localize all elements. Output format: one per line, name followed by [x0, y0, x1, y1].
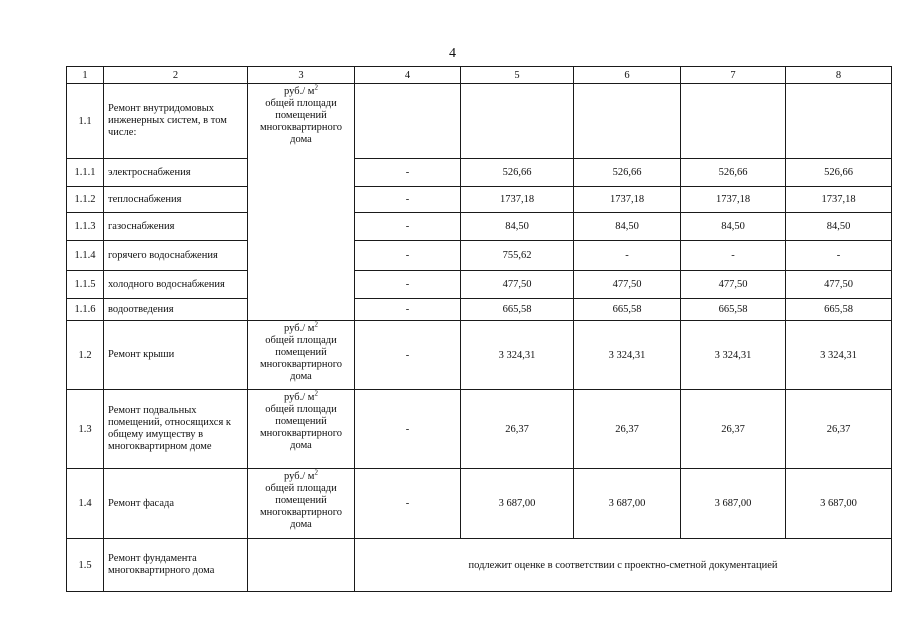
row-number: 1.1 [67, 84, 104, 159]
unit-prefix: руб./ м [284, 392, 315, 403]
row-number: 1.1.2 [67, 187, 104, 213]
value-cell: - [786, 241, 892, 271]
value-cell: 477,50 [461, 271, 574, 299]
value-cell: 26,37 [786, 390, 892, 469]
value-cell: 84,50 [574, 213, 681, 241]
value-cell: - [681, 241, 786, 271]
page-number: 4 [449, 46, 456, 61]
value-cell: 1737,18 [681, 187, 786, 213]
unit-cell [248, 84, 355, 321]
value-cell: 26,37 [574, 390, 681, 469]
value-cell: 477,50 [786, 271, 892, 299]
value-cell: - [355, 187, 461, 213]
value-cell: 526,66 [574, 159, 681, 187]
column-header: 7 [681, 67, 786, 84]
unit-cell [248, 390, 355, 469]
value-cell: 3 324,31 [461, 321, 574, 390]
value-cell: 477,50 [681, 271, 786, 299]
value-cell: - [574, 241, 681, 271]
value-cell: 665,58 [461, 299, 574, 321]
table-row [67, 213, 892, 241]
value-cell: 84,50 [786, 213, 892, 241]
row-name: Ремонт фундамента многоквартирного дома [104, 539, 248, 592]
value-cell: 665,58 [681, 299, 786, 321]
column-header: 2 [104, 67, 248, 84]
unit-prefix: руб./ м [284, 471, 315, 482]
table-row [67, 84, 892, 159]
value-cell: 526,66 [461, 159, 574, 187]
row-name: электроснабжения [104, 159, 248, 187]
value-cell: 3 687,00 [786, 469, 892, 539]
row-name: Ремонт фасада [104, 469, 248, 539]
value-cell: 1737,18 [574, 187, 681, 213]
unit-cell-empty [248, 539, 355, 592]
row-name: горячего водоснабжения [104, 241, 248, 271]
row-number: 1.5 [67, 539, 104, 592]
value-cell: 665,58 [574, 299, 681, 321]
unit-power: 2 [314, 83, 318, 92]
table-row [67, 321, 892, 390]
value-cell: 84,50 [461, 213, 574, 241]
column-header: 8 [786, 67, 892, 84]
unit-rest: общей площади помещений многоквартирного дома [259, 404, 343, 451]
unit-cell [248, 321, 355, 390]
column-header: 3 [248, 67, 355, 84]
value-cell: - [355, 159, 461, 187]
value-cell: 26,37 [461, 390, 574, 469]
value-cell: 477,50 [574, 271, 681, 299]
table-row [67, 241, 892, 271]
unit-rest: общей площади помещений многоквартирного дома [259, 483, 343, 530]
row-name: Ремонт подвальных помещений, относящихся к общему имуществу в многоквартирном доме [104, 390, 248, 469]
column-header: 1 [67, 67, 104, 84]
row-number: 1.1.4 [67, 241, 104, 271]
value-cell: 3 324,31 [786, 321, 892, 390]
value-cell: 84,50 [681, 213, 786, 241]
unit-power: 2 [314, 389, 318, 398]
value-cell: 755,62 [461, 241, 574, 271]
table-row [67, 271, 892, 299]
row-name: холодного водоснабжения [104, 271, 248, 299]
table-row [67, 390, 892, 469]
row-number: 1.1.5 [67, 271, 104, 299]
row-name: Ремонт крыши [104, 321, 248, 390]
value-cell: - [355, 321, 461, 390]
value-cell: 1737,18 [786, 187, 892, 213]
unit-rest: общей площади помещений многоквартирного дома [259, 98, 343, 145]
value-cell: - [355, 241, 461, 271]
row-name: теплоснабжения [104, 187, 248, 213]
value-cell: - [355, 213, 461, 241]
value-cell: - [355, 299, 461, 321]
unit-cell [248, 469, 355, 539]
column-header: 5 [461, 67, 574, 84]
value-cell [355, 84, 461, 159]
cost-table [66, 66, 892, 592]
table-row [67, 539, 892, 592]
table-row [67, 299, 892, 321]
value-cell: 26,37 [681, 390, 786, 469]
value-cell: 665,58 [786, 299, 892, 321]
row-number: 1.2 [67, 321, 104, 390]
header-row [67, 67, 892, 84]
row-number: 1.3 [67, 390, 104, 469]
value-cell: 3 324,31 [681, 321, 786, 390]
row-name: Ремонт внутридомовых инженерных систем, в том числе: [104, 84, 248, 159]
value-cell: 3 324,31 [574, 321, 681, 390]
column-header: 6 [574, 67, 681, 84]
value-cell: 3 687,00 [681, 469, 786, 539]
row-number: 1.1.3 [67, 213, 104, 241]
row-name: водоотведения [104, 299, 248, 321]
value-cell [461, 84, 574, 159]
unit-rest: общей площади помещений многоквартирного дома [259, 335, 343, 382]
value-cell [786, 84, 892, 159]
row-number: 1.1.1 [67, 159, 104, 187]
table-row [67, 469, 892, 539]
unit-prefix: руб./ м [284, 323, 315, 334]
value-cell: 3 687,00 [574, 469, 681, 539]
unit-power: 2 [314, 320, 318, 329]
value-cell: 1737,18 [461, 187, 574, 213]
unit-prefix: руб./ м [284, 86, 315, 97]
value-cell: - [355, 271, 461, 299]
value-cell [574, 84, 681, 159]
column-header: 4 [355, 67, 461, 84]
value-cell [681, 84, 786, 159]
row-name: газоснабжения [104, 213, 248, 241]
value-cell: - [355, 469, 461, 539]
row-number: 1.1.6 [67, 299, 104, 321]
value-cell: 526,66 [786, 159, 892, 187]
merged-note: подлежит оценке в соответствии с проектно-сметной документацией [355, 539, 892, 592]
value-cell: 3 687,00 [461, 469, 574, 539]
table-row [67, 187, 892, 213]
value-cell: - [355, 390, 461, 469]
unit-power: 2 [314, 468, 318, 477]
row-number: 1.4 [67, 469, 104, 539]
table-row [67, 159, 892, 187]
value-cell: 526,66 [681, 159, 786, 187]
